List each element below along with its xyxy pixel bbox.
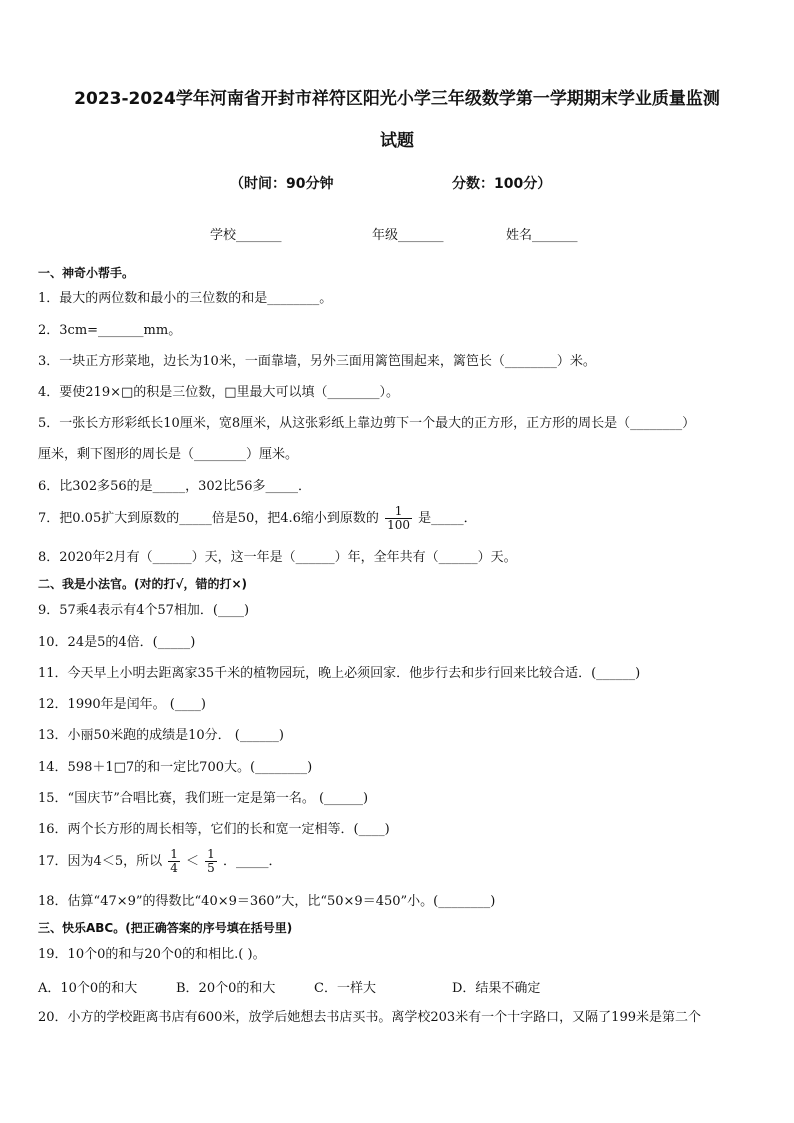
question-17-text-a: 17．因为4＜5，所以 xyxy=(38,854,163,869)
question-19: 19．10个0的和与20个0的和相比.( )。 xyxy=(38,947,266,962)
question-9: 9．57乘4表示有4个57相加．(____) xyxy=(38,603,250,618)
option-d: D．结果不确定 xyxy=(452,981,541,996)
question-6: 6．比302多56的是_____，302比56多_____． xyxy=(38,479,311,494)
section-1-heading: 一、神奇小帮手。 xyxy=(38,266,135,280)
question-10: 10．24是5的4倍．(_____) xyxy=(38,635,196,650)
option-b: B．20个0的和大 xyxy=(176,981,276,996)
question-1: 1．最大的两位数和最小的三位数的和是________。 xyxy=(38,291,333,306)
fraction-denominator: 5 xyxy=(207,861,215,875)
exam-score: 分数：100分） xyxy=(452,176,552,192)
question-20: 20．小方的学校距离书店有600米，放学后她想去书店买书。离学校203米有一个十字路口，又隔了199米是第二个 xyxy=(38,1010,701,1025)
section-3-heading: 三、快乐ABC。(把正确答案的序号填在括号里) xyxy=(38,921,293,935)
fraction-numerator: 1 xyxy=(385,505,412,519)
question-5-line1: 5．一张长方形彩纸长10厘米，宽8厘米，从这张彩纸上靠边剪下一个最大的正方形，正方形的周长是（________） xyxy=(38,416,696,431)
question-16: 16．两个长方形的周长相等，它们的长和宽一定相等．(____) xyxy=(38,822,390,837)
question-8: 8．2020年2月有（______）天，这一年是（______）年，全年共有（______）天。 xyxy=(38,550,517,565)
question-7 xyxy=(38,505,477,532)
question-3: 3．一块正方形菜地，边长为10米，一面靠墙，另外三面用篱笆围起来，篱笆长（________）米。 xyxy=(38,354,596,369)
question-17 xyxy=(38,848,281,875)
question-15: 15．“国庆节”合唱比赛，我们班一定是第一名。 (______) xyxy=(38,791,369,806)
fraction-denominator: 100 xyxy=(387,518,410,532)
option-c: C．一样大 xyxy=(314,981,376,996)
less-than-sign: ＜ xyxy=(186,854,200,869)
question-12: 12．1990年是闰年。 (____) xyxy=(38,697,206,712)
question-17-text-b: ．_____． xyxy=(222,854,282,869)
question-18: 18．估算“47×9”的得数比“40×9＝360”大，比“50×9＝450”小。(________) xyxy=(38,894,496,909)
question-5-line2: 厘米，剩下图形的周长是（________）厘米。 xyxy=(38,447,299,462)
question-4: 4．要使219×□的积是三位数，□里最大可以填（________）。 xyxy=(38,385,400,400)
question-7-text-b: 是_____． xyxy=(418,511,477,526)
school-field: 学校_______ xyxy=(210,228,282,243)
question-2: 2．3cm=_______mm。 xyxy=(38,323,182,338)
grade-field: 年级_______ xyxy=(372,228,444,243)
page-title-line2: 试题 xyxy=(380,131,414,151)
question-11: 11．今天早上小明去距离家35千米的植物园玩，晚上必须回家．他步行去和步行回来比较合适．(______) xyxy=(38,666,641,681)
question-14: 14．598＋1□7的和一定比700大。(________) xyxy=(38,760,313,775)
option-a: A．10个0的和大 xyxy=(38,981,138,996)
fraction-denominator: 4 xyxy=(170,861,178,875)
section-2-heading: 二、我是小法官。(对的打√，错的打×) xyxy=(38,577,248,591)
fraction-one-fifth xyxy=(205,848,217,875)
fraction-one-quarter xyxy=(168,848,180,875)
page-title-line1: 2023-2024学年河南省开封市祥符区阳光小学三年级数学第一学期期末学业质量监测 xyxy=(74,89,720,109)
fraction-numerator: 1 xyxy=(170,847,178,861)
name-field: 姓名_______ xyxy=(506,228,578,243)
question-7-text-a: 7．把0.05扩大到原数的_____倍是50，把4.6缩小到原数的 xyxy=(38,511,379,526)
fraction-numerator: 1 xyxy=(207,847,215,861)
question-13: 13．小丽50米跑的成绩是10分． (______) xyxy=(38,728,284,743)
exam-time: （时间：90分钟 xyxy=(230,176,334,192)
fraction-one-hundredth xyxy=(385,505,412,532)
